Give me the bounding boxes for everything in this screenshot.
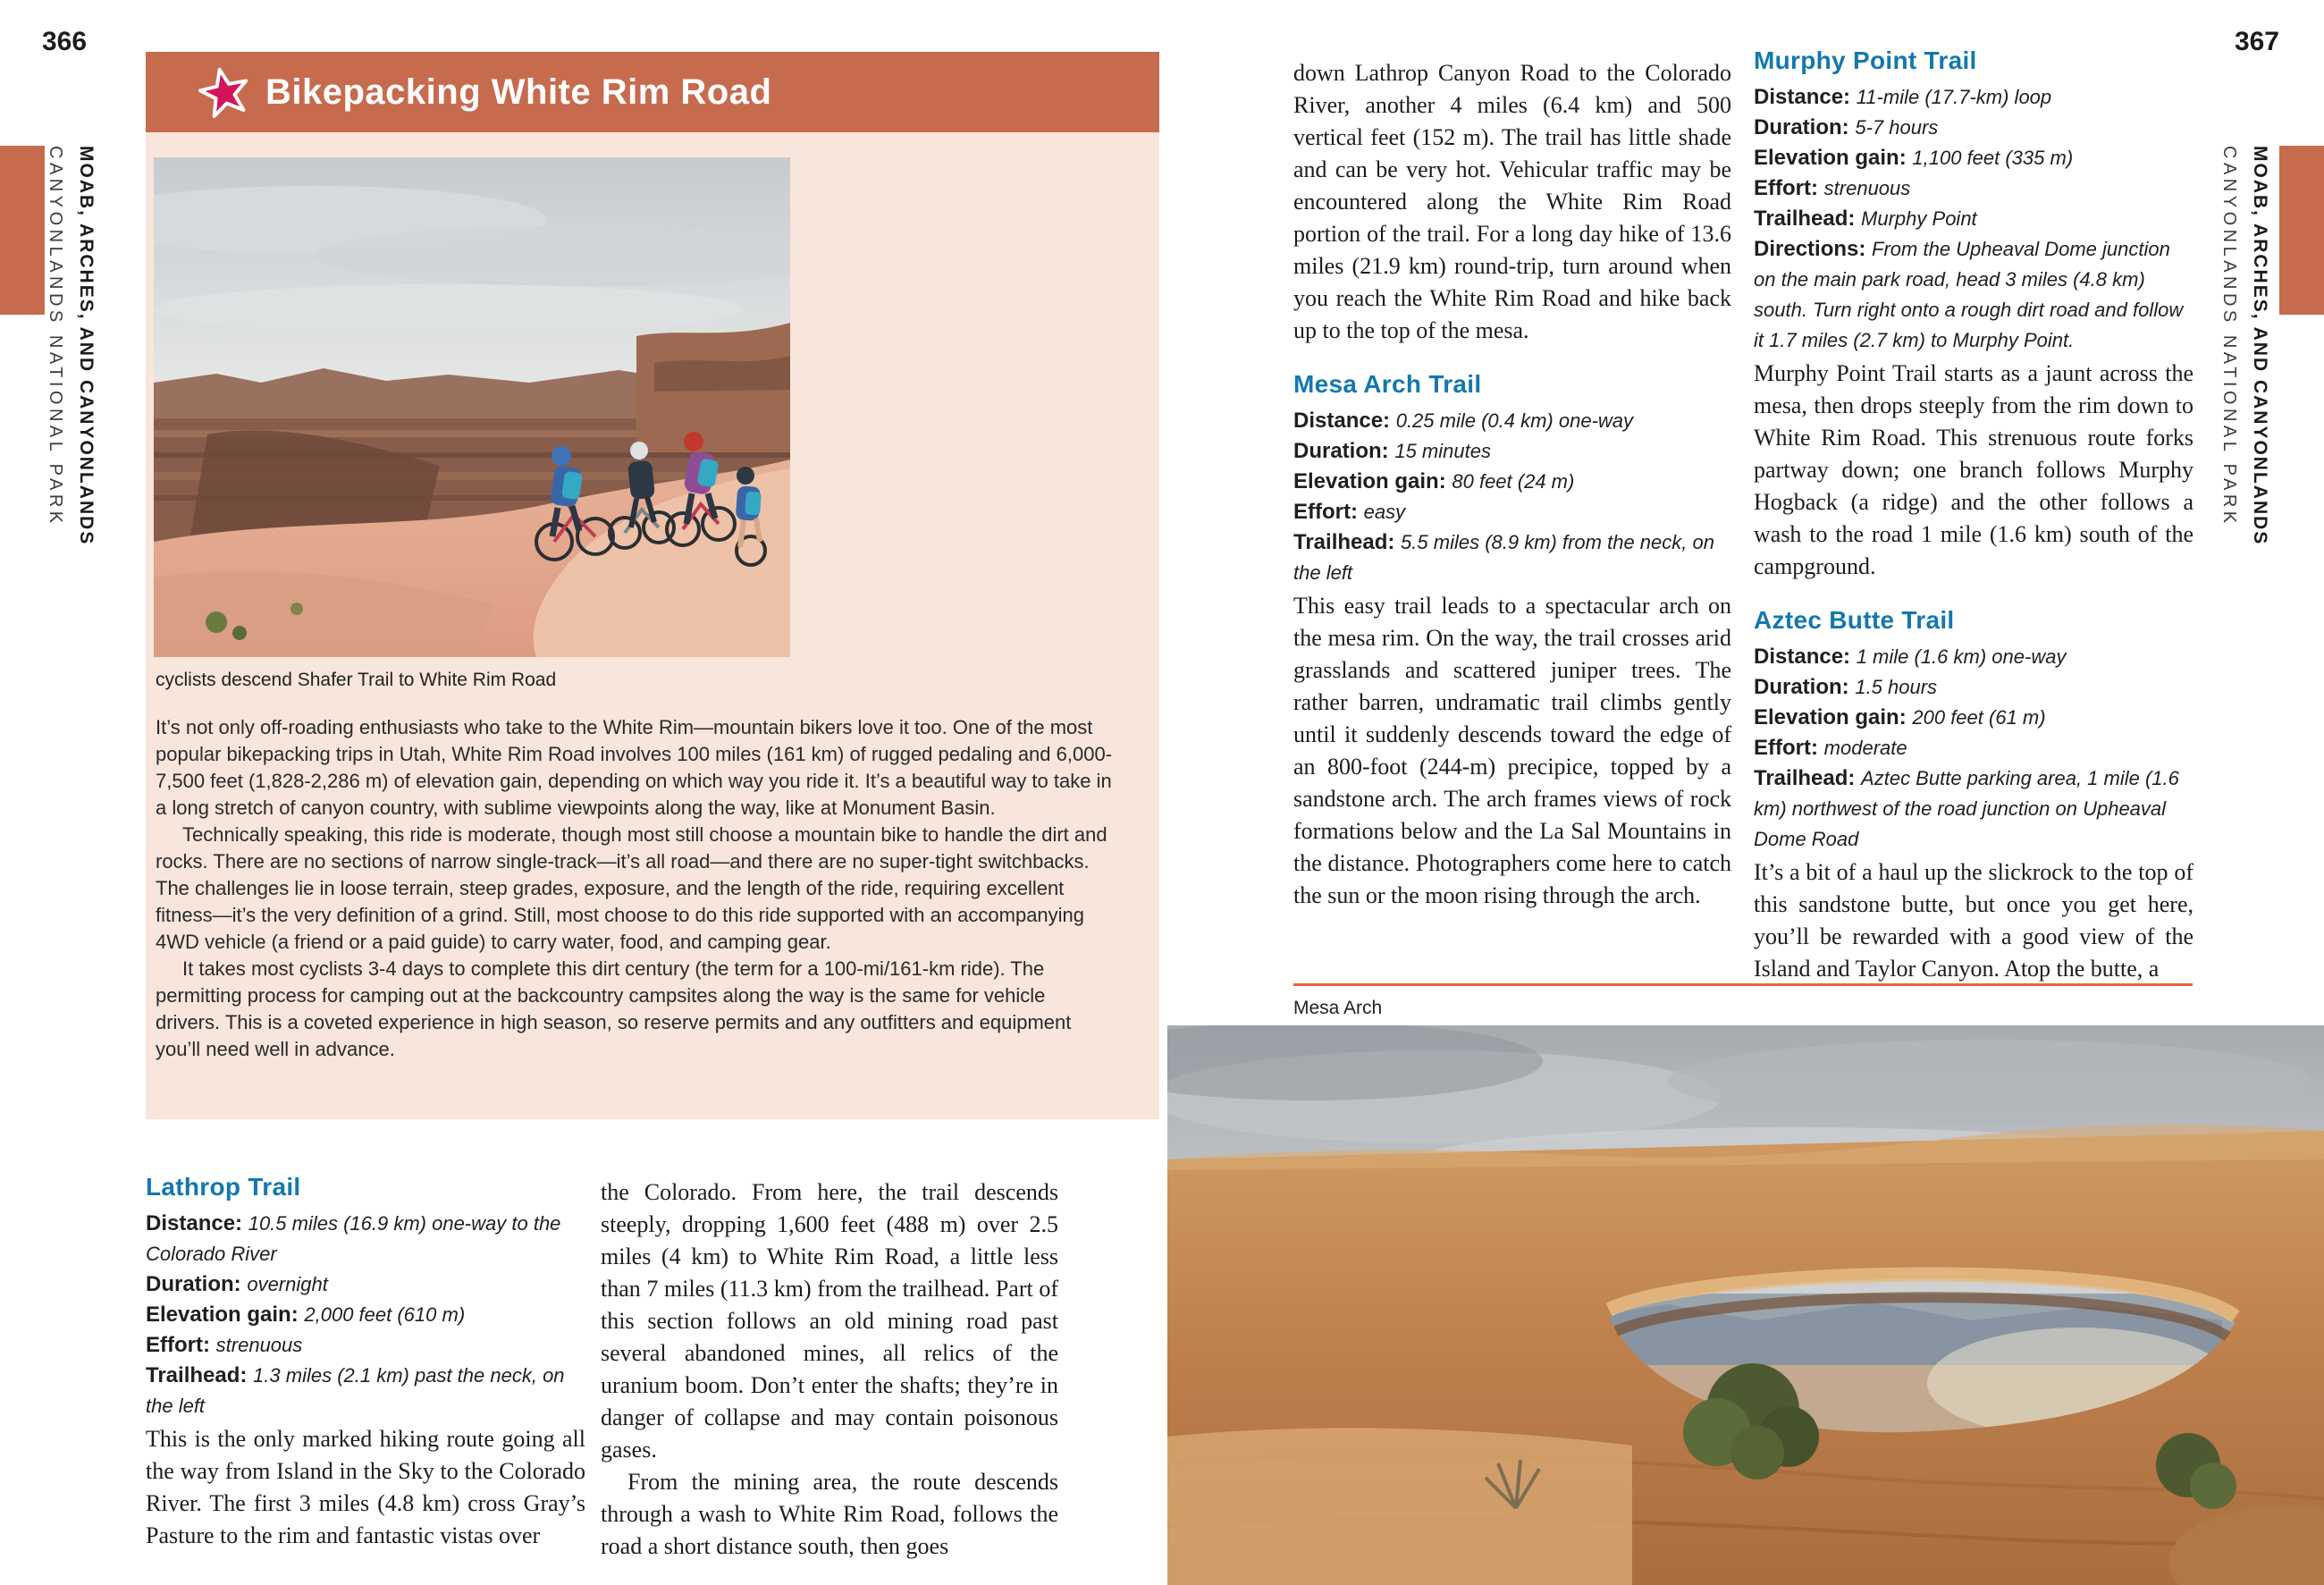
sidebar-banner — [2219, 146, 2270, 545]
feature-box — [146, 52, 1159, 1119]
feature-paragraph: It takes most cyclists 3-4 days to complete this dirt century (the term for a 100-mi/161-km ride). The permitting process for camping out at the backcountry campsites along the way is the same for vehicle drivers. This is a coveted experience in high season, so reserve permits and any outfitters and equipment you’ll need well in advance. — [156, 957, 1072, 1060]
feature-title: Bikepacking White Rim Road — [265, 72, 772, 112]
trail-stat: Duration: 15 minutes — [1293, 439, 1491, 463]
trail-heading: Aztec Butte Trail — [1754, 606, 1955, 634]
photo-caption: cyclists descend Shafer Trail to White Rim Road — [156, 670, 557, 690]
trail-stat: Effort: strenuous — [1754, 176, 1911, 200]
trail-stat: Effort: strenuous — [146, 1333, 303, 1357]
trail-stats — [1754, 642, 2193, 855]
mesa-arch-photo-art — [1167, 1025, 2324, 1585]
sidebar-section-title: CANYONLANDS NATIONAL PARK — [2219, 146, 2239, 527]
trail-heading: Murphy Point Trail — [1754, 46, 1977, 74]
trail-stat: Trailhead: Aztec Butte parking area, 1 mile (1.6 km) northwest of the road junction on Upheaval Dome Road — [1754, 766, 2179, 850]
star-icon — [195, 63, 254, 122]
feature-header-bar — [146, 52, 1159, 132]
trail-stat: Directions: From the Upheaval Dome junction on the main park road, head 3 miles (4.8 km) south. Turn right onto a rough dirt road and follow it 1.7 miles (2.7 km) to Murphy Point. — [1754, 237, 2184, 351]
text-column — [601, 1176, 1058, 1563]
trail-stat: Duration: 1.5 hours — [1754, 675, 1938, 699]
trail-body: This is the only marked hiking route going all the way from Island in the Sky to the Colorado River. The first 3 miles (4.8 km) cross Gray’s Pasture to the rim and fantastic vistas over — [146, 1426, 585, 1548]
trail-stat: Trailhead: Murphy Point — [1754, 207, 1977, 231]
body-paragraph: From the mining area, the route descends through a wash to White Rim Road, follows the road a short distance south, then goes — [601, 1469, 1058, 1559]
body-paragraph: down Lathrop Canyon Road to the Colorado River, another 4 miles (6.4 km) and 500 vertical feet (152 m). The trail has little shade and can be very hot. Vehicular traffic may be encountered along the White Rim Road portion of the trail. For a long day hike of 13.6 miles (21.9 km) round-trip, turn around when you reach the White Rim Road and hike back up to the top of the mesa. — [1293, 60, 1731, 343]
trail-stat: Elevation gain: 80 feet (24 m) — [1293, 469, 1575, 493]
sidebar-chapter-title: MOAB, ARCHES, AND CANYONLANDS — [76, 146, 97, 546]
trail-stats — [1754, 82, 2193, 356]
trail-heading: Mesa Arch Trail — [1293, 370, 1482, 398]
trail-stat: Distance: 0.25 mile (0.4 km) one-way — [1293, 409, 1634, 433]
trail-stat: Elevation gain: 1,100 feet (335 m) — [1754, 146, 2074, 170]
page-number-left: 366 — [42, 27, 88, 56]
trail-stat: Duration: overnight — [146, 1272, 328, 1296]
trail-section-lathrop — [146, 1173, 585, 1552]
trail-stat: Effort: moderate — [1754, 736, 1907, 760]
trail-stats — [1293, 406, 1731, 588]
trail-stat: Trailhead: 1.3 miles (2.1 km) past the neck, on the left — [146, 1363, 565, 1417]
photo-divider-rule — [1293, 983, 2193, 986]
text-column — [1754, 46, 2193, 985]
trail-stat: Trailhead: 5.5 miles (8.9 km) from the neck, on the left — [1293, 530, 1714, 584]
trail-stat: Distance: 10.5 miles (16.9 km) one-way to the Colorado River — [146, 1211, 561, 1265]
trail-stat: Distance: 1 mile (1.6 km) one-way — [1754, 645, 2067, 669]
body-paragraph: the Colorado. From here, the trail descends steeply, dropping 1,600 feet (488 m) over 2.5 miles (4 km) to White Rim Road, a little less than 7 miles (11.3 km) from the trailhead. Part of this section follows an old mining road past several abandoned mines, all relics of the uranium boom. Don’t enter the shafts; they’re in danger of collapse and may contain poisonous gases. — [601, 1179, 1058, 1463]
trail-heading: Lathrop Trail — [146, 1173, 301, 1201]
white-rim-cyclists-photo — [154, 157, 790, 657]
trail-stat: Duration: 5-7 hours — [1754, 115, 1939, 139]
sidebar-chapter-title: MOAB, ARCHES, AND CANYONLANDS — [2250, 146, 2270, 546]
feature-paragraph: Technically speaking, this ride is moderate, though most still choose a mountain bike to handle the dirt and rocks. There are no sections of narrow single-track—it’s all road—and there are no super-tight switchbacks. The challenges lie in loose terrain, steep grades, exposure, and the length of the ride, requiring excellent fitness—it’s the very definition of a grind. Still, most choose to do this ride supported with an accompanying 4WD vehicle (a friend or a paid guide) to carry water, food, and camping gear. — [156, 823, 1107, 953]
page-number-right: 367 — [2234, 27, 2279, 56]
sidebar-banner — [45, 146, 97, 545]
trail-stat: Elevation gain: 2,000 feet (610 m) — [146, 1303, 466, 1327]
chapter-edge-tab — [0, 146, 45, 315]
trail-stat: Distance: 11-mile (17.7-km) loop — [1754, 85, 2052, 109]
trail-stat: Elevation gain: 200 feet (61 m) — [1754, 705, 2046, 729]
trail-body: Murphy Point Trail starts as a jaunt across the mesa, then drops steeply from the rim down to White Rim Road. This strenuous route forks partway down; one branch follows Murphy Hogback (a ridge) and the other follows a wash to the road 1 mile (1.6 km) south of the campground. — [1754, 360, 2193, 579]
chapter-edge-tab — [2279, 146, 2324, 315]
feature-paragraph: It’s not only off-roading enthusiasts who take to the White Rim—mountain bikers love it too. One of the most popular bikepacking trips in Utah, White Rim Road involves 100 miles (161 km) of rugged pedaling and 6,000-7,500 feet (1,828-2,286 m) of elevation gain, depending on which way you ride it. It’s a beautiful way to take in a long stretch of canyon country, with sublime viewpoints along the way, like at Monument Basin. — [156, 716, 1113, 819]
trail-stat: Effort: easy — [1293, 500, 1406, 524]
text-column — [1293, 57, 1731, 912]
trail-body: This easy trail leads to a spectacular arch on the mesa rim. On the way, the trail crosses arid grasslands and scattered juniper trees. The rather barren, undramatic trail climbs gently until it suddenly descends toward the edge of an 800-foot (244-m) precipice, topped by a sandstone arch. The arch frames views of rock formations below and the La Sal Mountains in the distance. Photographers come here to catch the sun or the moon rising through the arch. — [1293, 593, 1731, 908]
mesa-arch-photo — [1167, 1025, 2324, 1585]
trail-body: It’s a bit of a haul up the slickrock to the top of this sandstone butte, but once you get here, you’ll be rewarded with a good view of the Island and Taylor Canyon. Atop the butte, a — [1754, 859, 2193, 982]
trail-stats — [146, 1209, 585, 1421]
photo-caption: Mesa Arch — [1293, 998, 1383, 1018]
sidebar-section-title: CANYONLANDS NATIONAL PARK — [46, 146, 65, 527]
